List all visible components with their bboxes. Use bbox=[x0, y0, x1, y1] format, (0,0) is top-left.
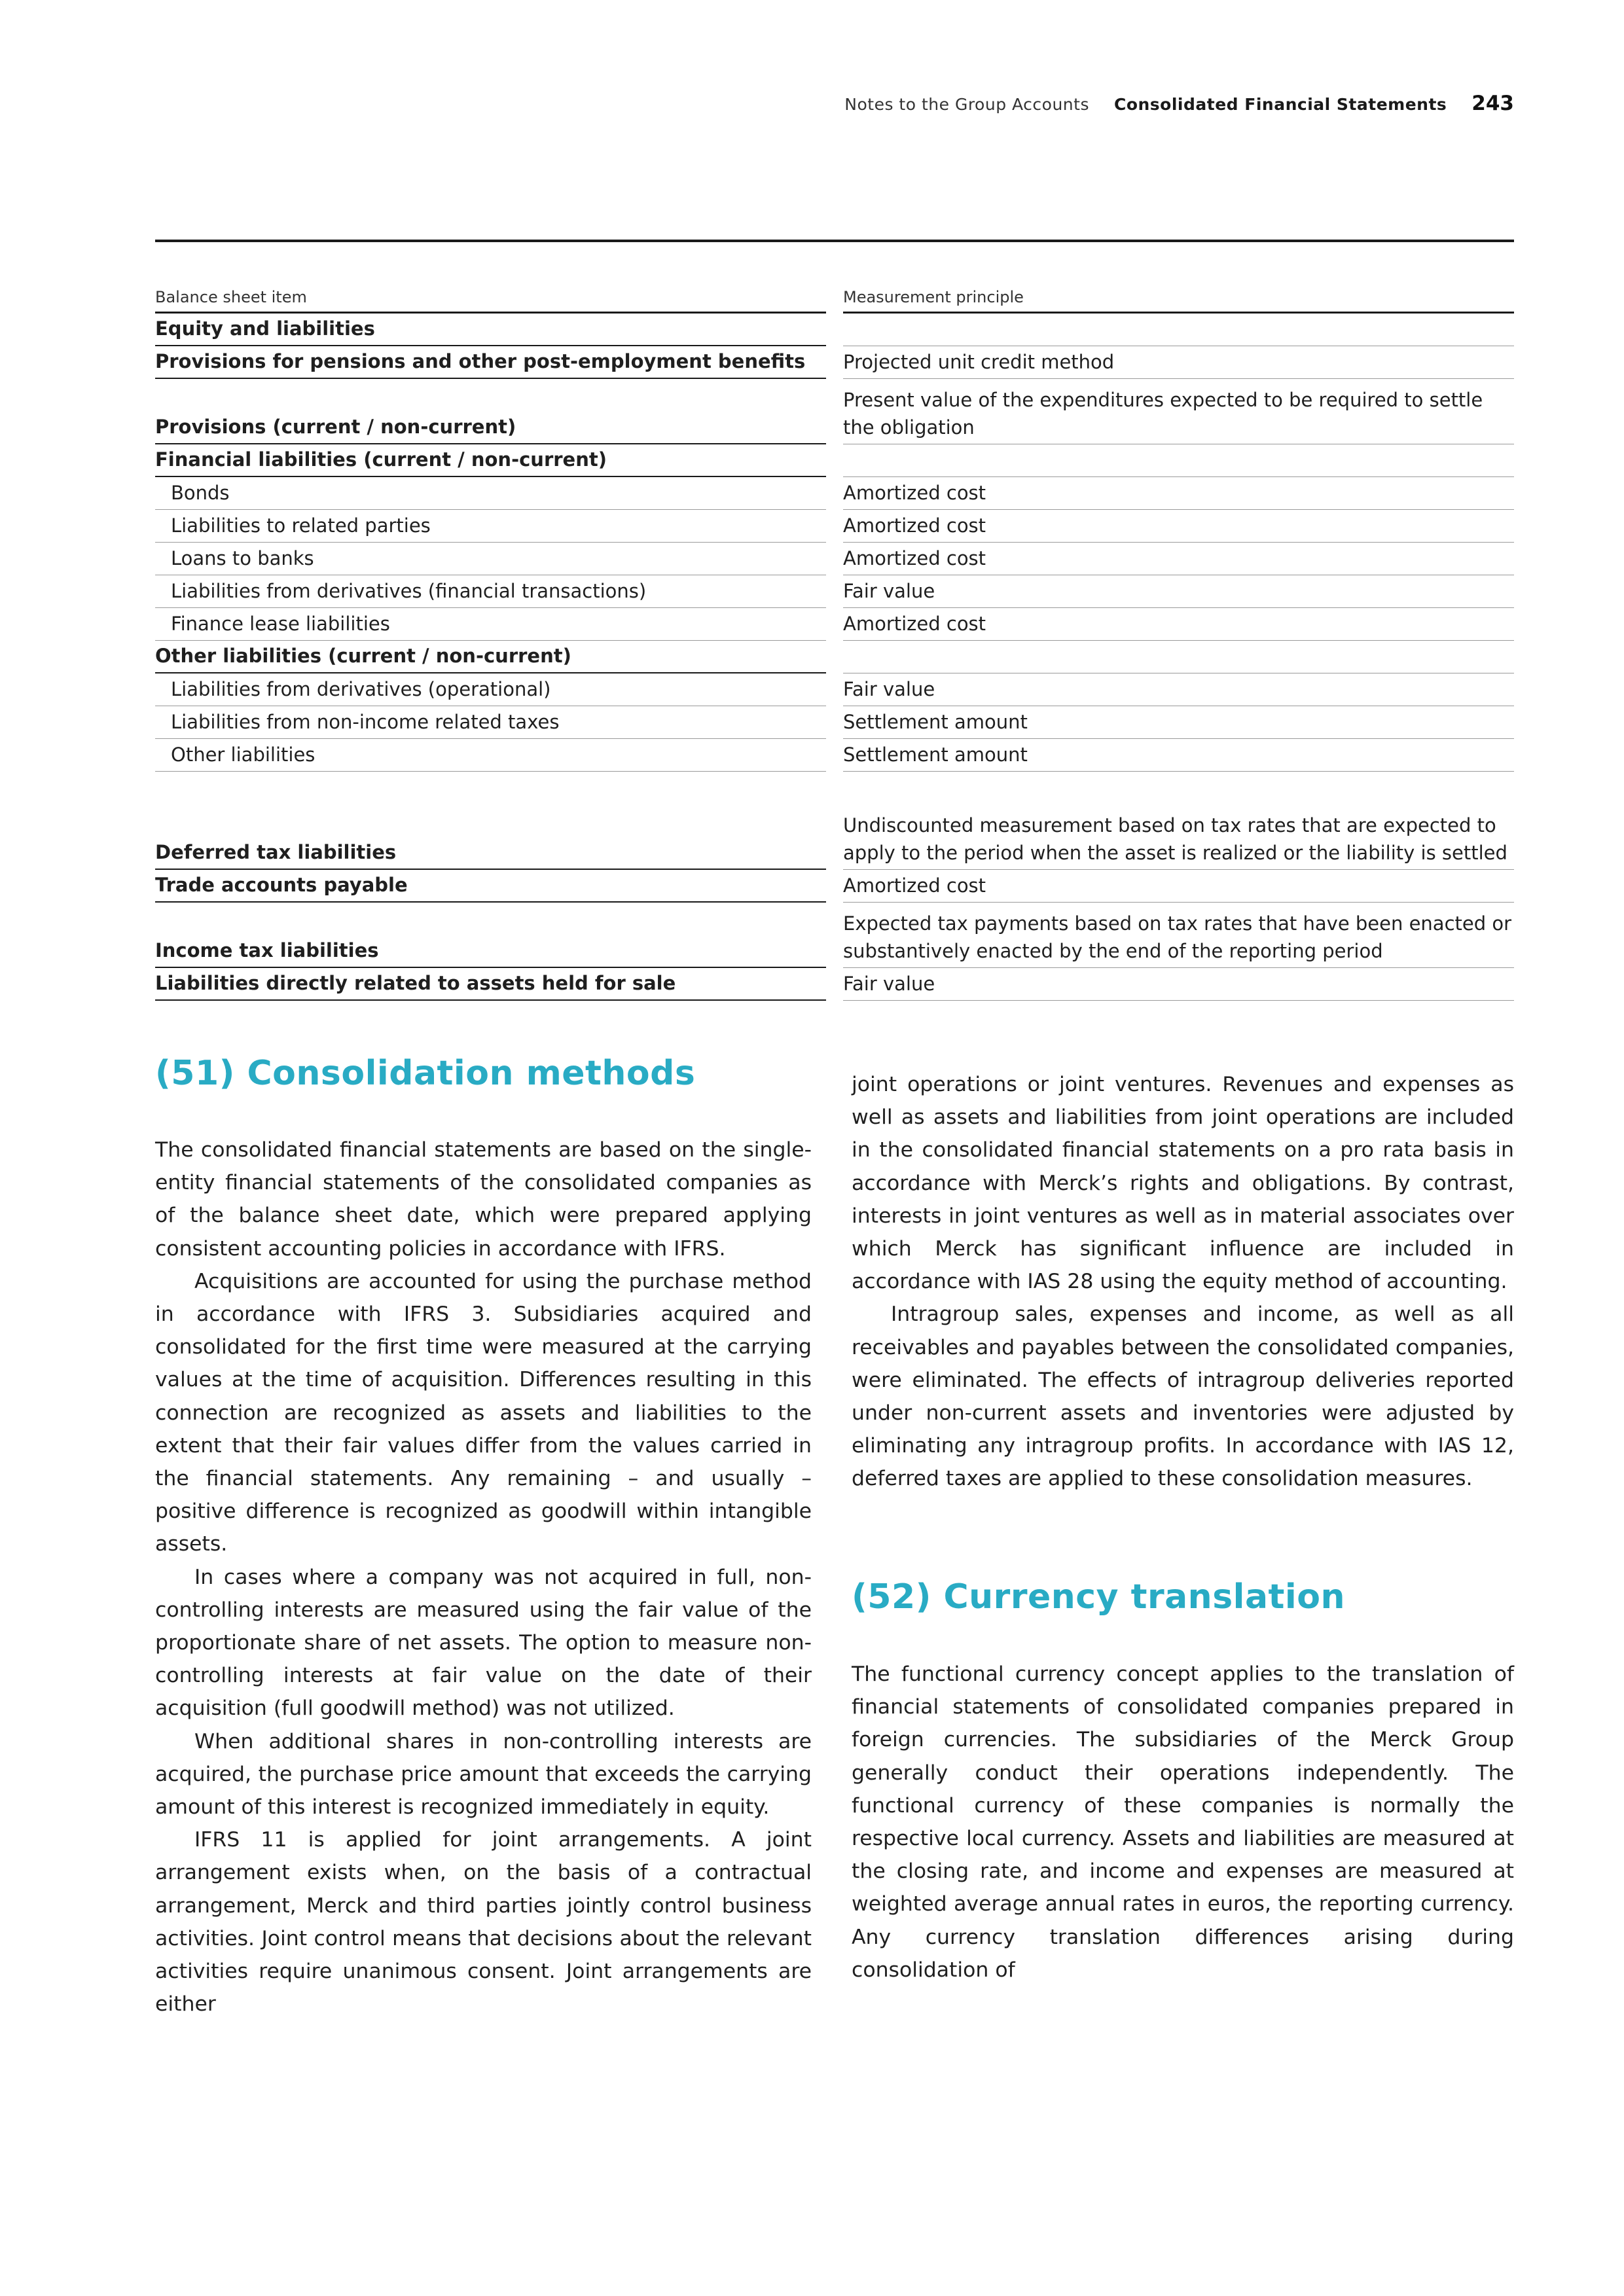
paragraph: When additional shares in non-controlling interests are acquired, the purchase price amount that exceeds the carrying amount of this interest is recognized immediately in equity. bbox=[155, 1729, 812, 1820]
row-item: Deferred tax liabilities bbox=[155, 772, 826, 870]
row-principle: Settlement amount bbox=[843, 706, 1514, 739]
section-51-left-column bbox=[155, 1134, 812, 2020]
row-principle: Amortized cost bbox=[843, 608, 1514, 641]
row-item: Bonds bbox=[155, 477, 826, 510]
row-item: Finance lease liabilities bbox=[155, 608, 826, 641]
row-principle: Fair value bbox=[843, 575, 1514, 608]
row-principle: Present value of the expenditures expected to be required to settle the obligation bbox=[843, 379, 1514, 444]
paragraph: The functional currency concept applies to the translation of financial statements of consolidated companies prepared in foreign currencies. The subsidiaries of the Merck Group generally conduct their operations independently. The functional currency of these companies is normally the respective local currency. Assets and liabilities are measured at the closing rate, and income and expenses are measured at weighted average annual rates in euros, the reporting currency. Any currency translation differences arising during consolidation of bbox=[852, 1662, 1514, 1982]
row-principle: Settlement amount bbox=[843, 739, 1514, 772]
table-row bbox=[155, 379, 1514, 444]
paragraph: joint operations or joint ventures. Revenues and expenses as well as assets and liabilities from joint operations are included in the consolidated financial statements on a pro rata basis in accordance with Merck’s rights and obligations. By contrast, interests in joint ventures as well as in material associates over which Merck has significant influence are included in accordance with IAS 28 using the equity method of accounting. bbox=[852, 1073, 1514, 1294]
paragraph: The consolidated financial statements are based on the single-entity financial statements of the consolidated companies as of the balance sheet date, which were prepared applying consistent accounting policies in accordance with IFRS. bbox=[155, 1138, 812, 1261]
row-principle: Fair value bbox=[843, 968, 1514, 1001]
header-section-title: Consolidated Financial Statements bbox=[1113, 95, 1447, 114]
header-notes: Notes to the Group Accounts bbox=[844, 95, 1089, 114]
paragraph: IFRS 11 is applied for joint arrangements. A joint arrangement exists when, on the basis of a contractual arrangement, Merck and third parties jointly control business activities. Joint control means that decisions about the relevant activities require unanimous consent. Joint arrangements are either bbox=[155, 1828, 812, 2017]
row-item: Income tax liabilities bbox=[155, 903, 826, 968]
table-row bbox=[155, 739, 1514, 772]
row-item: Provisions (current / non-current) bbox=[155, 379, 826, 444]
row-principle: Amortized cost bbox=[843, 870, 1514, 903]
section-52-heading: (52) Currency translation bbox=[852, 1577, 1345, 1617]
row-principle bbox=[843, 314, 1514, 346]
row-item: Financial liabilities (current / non-current) bbox=[155, 444, 826, 477]
row-principle: Projected unit credit method bbox=[843, 346, 1514, 379]
paragraph: Intragroup sales, expenses and income, as well as all receivables and payables between the consolidated companies, were eliminated. The effects of intragroup deliveries reported under non-current assets and inventories were adjusted by eliminating any intragroup profits. In accordance with IAS 12, deferred taxes are applied to these consolidation measures. bbox=[852, 1302, 1514, 1491]
table-row bbox=[155, 510, 1514, 543]
section-51-heading: (51) Consolidation methods bbox=[155, 1054, 696, 1093]
table-row bbox=[155, 543, 1514, 575]
row-item: Other liabilities bbox=[155, 739, 826, 772]
row-principle: Amortized cost bbox=[843, 543, 1514, 575]
row-item: Liabilities from non-income related taxes bbox=[155, 706, 826, 739]
section-52-column bbox=[852, 1658, 1514, 1986]
table-header-principle: Measurement principle bbox=[843, 288, 1514, 314]
row-item: Equity and liabilities bbox=[155, 314, 826, 346]
page-header bbox=[844, 92, 1514, 118]
table-row bbox=[155, 314, 1514, 346]
row-principle: Expected tax payments based on tax rates that have been enacted or substantively enacted by the end of the reporting period bbox=[843, 903, 1514, 968]
row-principle: Amortized cost bbox=[843, 510, 1514, 543]
table-row bbox=[155, 673, 1514, 706]
table-header-row bbox=[155, 288, 1514, 314]
table-row bbox=[155, 641, 1514, 673]
row-item: Other liabilities (current / non-current) bbox=[155, 641, 826, 673]
row-principle bbox=[843, 641, 1514, 673]
table-row bbox=[155, 444, 1514, 477]
row-item: Liabilities from derivatives (financial transactions) bbox=[155, 575, 826, 608]
row-principle: Fair value bbox=[843, 673, 1514, 706]
top-rule bbox=[155, 240, 1514, 242]
table-row bbox=[155, 477, 1514, 510]
row-item: Loans to banks bbox=[155, 543, 826, 575]
table-row bbox=[155, 870, 1514, 903]
table-row bbox=[155, 903, 1514, 968]
measurement-table bbox=[155, 288, 1514, 1001]
row-principle: Undiscounted measurement based on tax rates that are expected to apply to the period when the asset is realized or the liability is settled bbox=[843, 772, 1514, 870]
table-row bbox=[155, 346, 1514, 379]
row-principle bbox=[843, 444, 1514, 477]
row-item: Trade accounts payable bbox=[155, 870, 826, 903]
table-row bbox=[155, 575, 1514, 608]
row-item: Liabilities to related parties bbox=[155, 510, 826, 543]
table-header-item: Balance sheet item bbox=[155, 288, 826, 314]
table-row bbox=[155, 968, 1514, 1001]
table-row bbox=[155, 772, 1514, 870]
table-row bbox=[155, 608, 1514, 641]
row-principle: Amortized cost bbox=[843, 477, 1514, 510]
table-row bbox=[155, 706, 1514, 739]
section-51-right-column bbox=[852, 1068, 1514, 1496]
paragraph: In cases where a company was not acquired in full, non-controlling interests are measured using the fair value of the proportionate share of net assets. The option to measure non-controlling interests at fair value on the date of their acquisition (full goodwill method) was not utilized. bbox=[155, 1565, 812, 1721]
page-number: 243 bbox=[1471, 92, 1514, 115]
row-item: Liabilities from derivatives (operational) bbox=[155, 673, 826, 706]
paragraph: Acquisitions are accounted for using the purchase method in accordance with IFRS 3. Subsidiaries acquired and consolidated for the first time were measured at the carrying values at the time of acquisition. Differences resulting in this connection are recognized as assets and liabilities to the extent that their fair values differ from the values carried in the financial statements. Any remaining – and usually – positive difference is recognized as goodwill within intangible assets. bbox=[155, 1269, 812, 1556]
row-item: Liabilities directly related to assets held for sale bbox=[155, 968, 826, 1001]
row-item: Provisions for pensions and other post-employment benefits bbox=[155, 346, 826, 379]
